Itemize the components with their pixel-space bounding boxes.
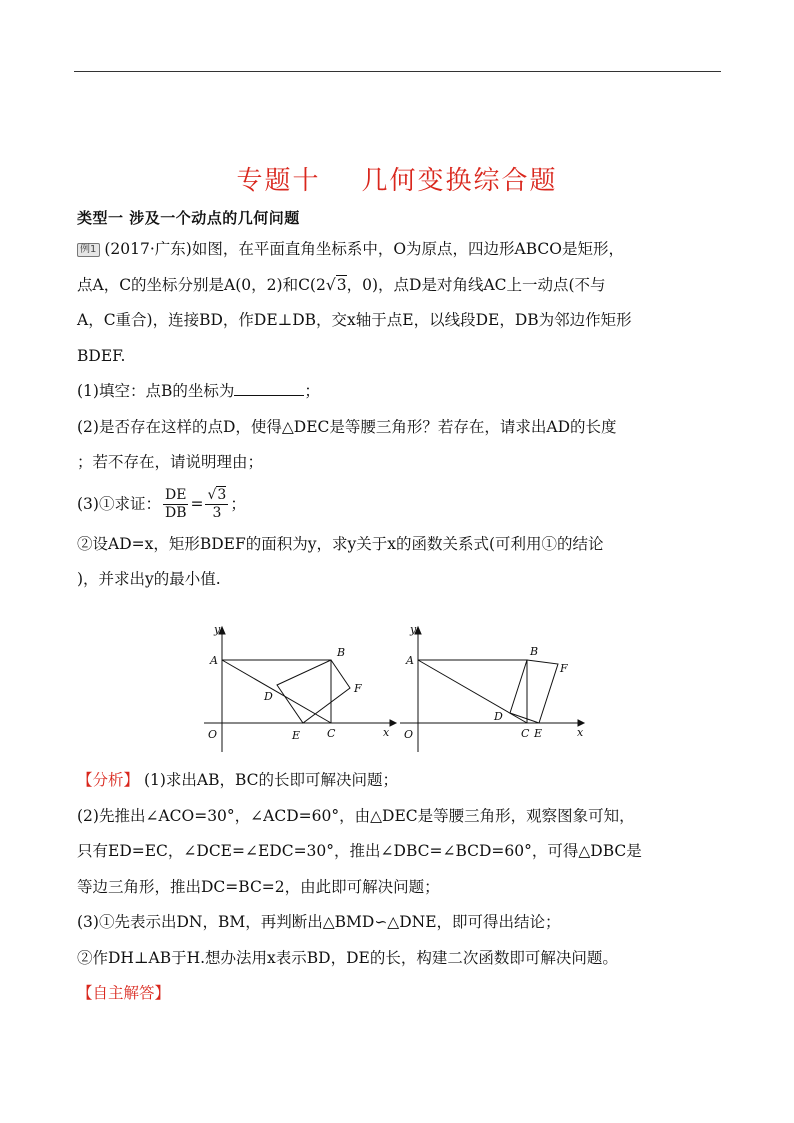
analysis-line-1 xyxy=(77,763,719,799)
answer-label: 【自主解答】 xyxy=(77,984,171,1002)
problem-line-1 xyxy=(77,232,719,268)
point-label-e: E xyxy=(534,727,543,740)
fraction-sqrt3-3 xyxy=(205,487,228,522)
fraction-denominator: 3 xyxy=(212,505,222,521)
analysis-line-3: 只有ED=EC，∠DCE=∠EDC=30°，推出∠DBC=∠BCD=60°，可得△DBC是 xyxy=(77,842,642,860)
point-label-c: C xyxy=(327,727,336,740)
point-label-f: F xyxy=(560,662,568,675)
question-2-line-1: (2)是否存在这样的点D，使得△DEC是等腰三角形？若存在，请求出AD的长度 xyxy=(77,417,617,436)
example-badge: 例1 xyxy=(77,243,100,257)
analysis-label: 【分析】 xyxy=(77,771,140,789)
question-3-part-1 xyxy=(77,481,719,527)
header-rule xyxy=(74,71,721,72)
problem-text: ，0)，点D是对角线AC上一动点(不与 xyxy=(346,275,606,294)
fraction-numerator: √3 xyxy=(207,487,227,503)
analysis-line-6: ②作DH⊥AB于H.想办法用x表示BD，DE的长，构建二次函数即可解决问题。 xyxy=(77,948,618,967)
question-text: ； xyxy=(304,382,320,400)
point-label-b: B xyxy=(530,645,539,658)
page-title: 专题十 几何变换综合题 xyxy=(236,166,558,196)
question-text: ； xyxy=(230,494,246,513)
axis-label-x: x xyxy=(383,726,390,739)
figure-2 xyxy=(396,622,596,758)
question-3-part-2-line-1: ②设AD=x，矩形BDEF的面积为y，求y关于x的函数关系式(可利用①的结论 xyxy=(77,534,604,553)
point-label-o: O xyxy=(208,728,218,741)
question-text: (3)①求证： xyxy=(77,494,161,513)
analysis-line-5: (3)①先表示出DN，BM，再判断出△BMD∽△DNE，即可得出结论； xyxy=(77,913,561,931)
diagonal-ac xyxy=(222,660,331,723)
analysis-block xyxy=(77,763,719,1012)
point-label-a: A xyxy=(210,654,218,667)
equals-sign: = xyxy=(190,494,204,513)
axis-label-x: x xyxy=(577,726,584,739)
axis-label-y: y xyxy=(410,623,417,636)
analysis-line-4: 等边三角形，推出DC=BC=2，由此即可解决问题； xyxy=(77,877,440,896)
point-label-f: F xyxy=(354,682,362,695)
point-label-o: O xyxy=(404,728,414,741)
point-label-e: E xyxy=(292,729,301,742)
analysis-text: (1)求出AB，BC的长即可解决问题； xyxy=(139,771,399,789)
rectangle-bdef xyxy=(510,660,558,723)
point-label-d: D xyxy=(494,710,503,723)
point-label-c: C xyxy=(521,727,530,740)
sqrt-radicand: 3 xyxy=(336,275,347,294)
question-1 xyxy=(77,374,719,410)
answer-blank xyxy=(234,381,304,396)
question-text: (1)填空：点B的坐标为 xyxy=(77,382,235,400)
fraction-denominator: DB xyxy=(164,505,187,521)
axis-label-y: y xyxy=(214,623,221,636)
sqrt-radicand: 3 xyxy=(217,487,227,503)
figure-1 xyxy=(200,622,400,758)
problem-statement xyxy=(77,232,719,598)
problem-text: (2017·广东)如图，在平面直角坐标系中，O为原点，四边形ABCO是矩形， xyxy=(104,240,624,258)
question-3-part-2-line-2: )，并求出y的最小值. xyxy=(77,570,221,588)
problem-line-4: BDEF. xyxy=(77,346,126,365)
problem-text: 点A，C的坐标分别是A(0，2)和C(2 xyxy=(77,275,326,294)
problem-line-2 xyxy=(77,268,719,304)
point-label-d: D xyxy=(264,690,273,703)
fraction-numerator: DE xyxy=(163,487,189,505)
question-2-line-2: ；若不存在，请说明理由； xyxy=(77,453,264,471)
section-heading: 类型一 涉及一个动点的几何问题 xyxy=(77,209,300,227)
point-label-b: B xyxy=(337,646,346,659)
point-label-a: A xyxy=(406,654,414,667)
rectangle-bdef xyxy=(277,660,350,723)
sqrt-sign: √ xyxy=(325,275,336,294)
answer-heading xyxy=(77,976,719,1012)
fraction-de-db xyxy=(163,487,189,522)
analysis-line-2: (2)先推出∠ACO=30°，∠ACD=60°，由△DEC是等腰三角形，观察图象可知， xyxy=(77,806,635,825)
problem-line-3: A，C重合)，连接BD，作DE⊥DB，交x轴于点E，以线段DE，DB为邻边作矩形 xyxy=(77,311,632,329)
